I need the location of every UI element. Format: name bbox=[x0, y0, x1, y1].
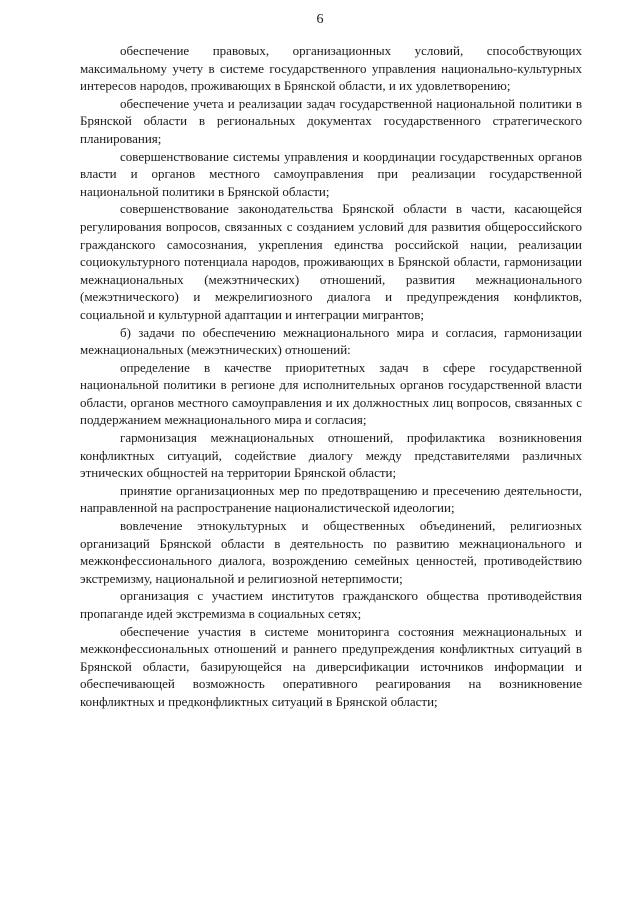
paragraph-legal-conditions: обеспечение правовых, организационных условий, способствующих максимальному учету в системе государственного управления национально-культурных интересов народов, проживающих в Брянской области, и их удовлетворению; bbox=[80, 43, 582, 94]
paragraph-priority-tasks: определение в качестве приоритетных задач в сфере государственной национальной политики в регионе для исполнительных органов государственной власти области, органов местного самоуправления и их должностных лиц вопросов, связанных с поддержанием межнационального мира и согласия; bbox=[80, 359, 582, 428]
paragraph-nationalism-prevention: принятие организационных мер по предотвращению и пресечению деятельности, направленной на распространение националистической идеологии; bbox=[80, 482, 582, 516]
paragraph-strategic-planning: обеспечение учета и реализации задач государственной национальной политики в Брянской области в региональных документах государственного стратегического планирования; bbox=[80, 95, 582, 146]
paragraph-management-coordination: совершенствование системы управления и координации государственных органов власти и органов местного самоуправления при реализации государственной национальной политики в Брянской области; bbox=[80, 148, 582, 199]
document-body bbox=[80, 42, 582, 711]
paragraph-harmonization: гармонизация межнациональных отношений, профилактика возникновения конфликтных ситуаций, содействие диалогу между представителями различных этнических общностей на территории Брянской области; bbox=[80, 430, 582, 481]
paragraph-religious-organizations: вовлечение этнокультурных и общественных объединений, религиозных организаций Брянской области в деятельность по развитию межнационального и межконфессионального диалога, возрождению семейных ценностей, противодействию экстремизму, национальной и религиозной нетерпимости; bbox=[80, 518, 582, 586]
paragraph-section-b-heading: б) задачи по обеспечению межнационального мира и согласия, гармонизации межнациональных (межэтнических) отношений: bbox=[80, 324, 582, 358]
paragraph-legislation-improvement: совершенствование законодательства Брянской области в части, касающейся регулирования вопросов, связанных с созданием условий для развития общероссийского гражданского самосознания, укрепления единства российской нации, реализации социокультурного потенциала народов, проживающих в Брянской области, гармонизации межнациональных (межэтнических) отношений, развития межнационального (межэтнического) и межрелигиозного диалога и предупреждения конфликтов, социальной и культурной адаптации и интеграции мигрантов; bbox=[80, 201, 582, 322]
paragraph-social-networks: организация с участием институтов гражданского общества противодействия пропаганде идей экстремизма в социальных сетях; bbox=[80, 588, 582, 621]
paragraph-monitoring-system: обеспечение участия в системе мониторинга состояния межнациональных и межконфессиональных отношений и раннего предупреждения конфликтных ситуаций в Брянской области, базирующейся на диверсификации источников информации и обеспечивающей возможность оперативного реагирования на возникновение конфликтных и предконфликтных ситуаций в Брянской области; bbox=[80, 623, 582, 709]
page-number: 6 bbox=[316, 12, 324, 27]
